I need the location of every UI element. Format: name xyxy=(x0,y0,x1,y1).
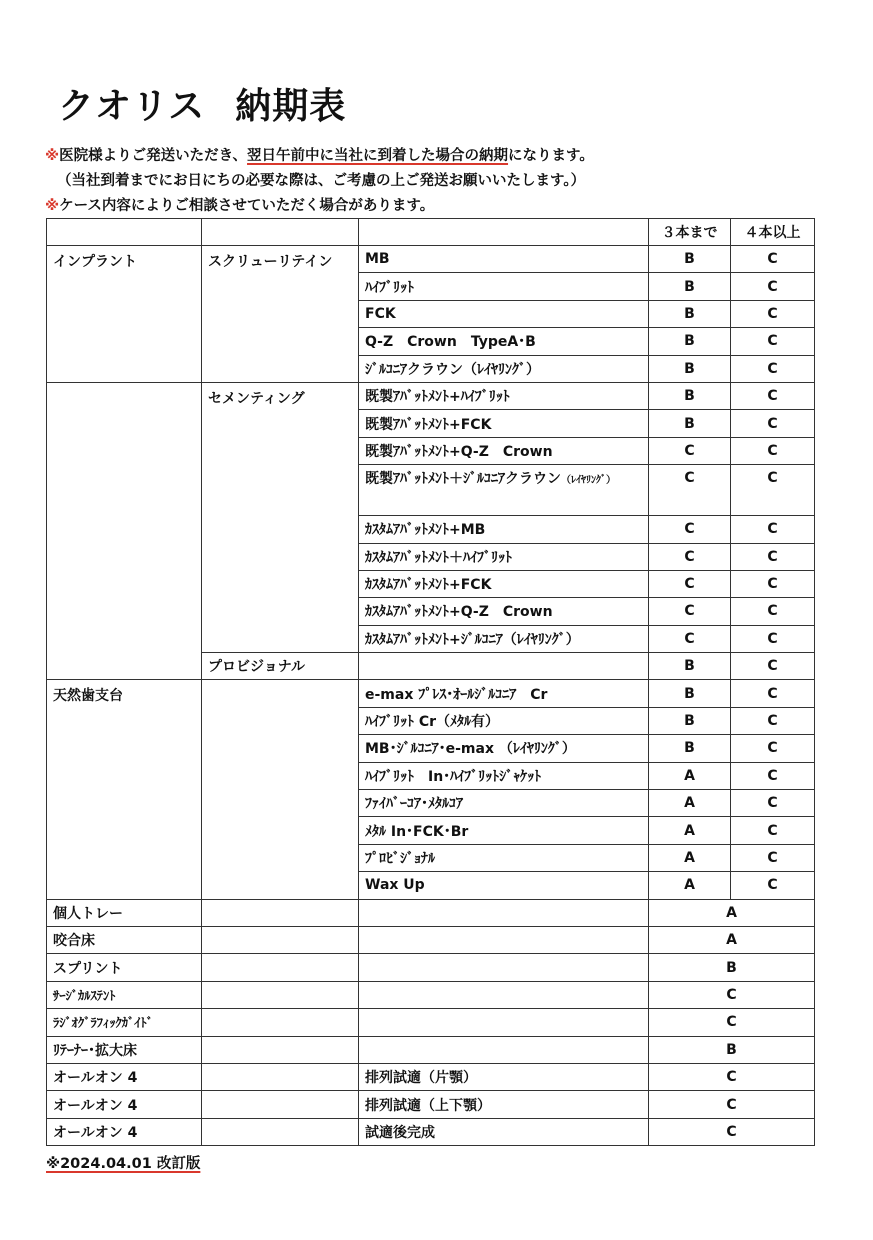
title-brand: クオリス xyxy=(58,86,206,127)
value-upto3: A xyxy=(649,790,731,817)
table-row xyxy=(47,954,815,981)
revision-note: ※2024.04.01 改訂版 xyxy=(46,1156,201,1172)
other-detail xyxy=(359,926,649,953)
item-name: MB･ｼﾞﾙｺﾆｱ･e-max （ﾚｲﾔﾘﾝｸﾞ） xyxy=(359,735,649,762)
table-row xyxy=(47,246,815,273)
value-4plus: C xyxy=(731,355,815,382)
other-label: オールオン 4 xyxy=(47,1063,202,1090)
value-4plus: C xyxy=(731,543,815,570)
table-row xyxy=(47,1063,815,1090)
item-name: 既製ｱﾊﾞｯﾄﾒﾝﾄ+ﾊｲﾌﾞﾘｯﾄ xyxy=(359,382,649,409)
value-4plus: C xyxy=(731,410,815,437)
value-upto3: C xyxy=(649,598,731,625)
table-row xyxy=(47,1118,815,1145)
value-4plus: C xyxy=(731,707,815,734)
item-name: Wax Up xyxy=(359,872,649,899)
value-4plus: C xyxy=(731,273,815,300)
item-name: ｶｽﾀﾑｱﾊﾞｯﾄﾒﾝﾄ+ｼﾞﾙｺﾆｱ（ﾚｲﾔﾘﾝｸﾞ） xyxy=(359,625,649,652)
item-name: ｶｽﾀﾑｱﾊﾞｯﾄﾒﾝﾄ＋ﾊｲﾌﾞﾘｯﾄ xyxy=(359,543,649,570)
value-upto3: C xyxy=(649,625,731,652)
value-upto3: A xyxy=(649,817,731,844)
other-value: B xyxy=(649,954,815,981)
value-4plus: C xyxy=(731,300,815,327)
value-upto3: A xyxy=(649,762,731,789)
value-upto3: B xyxy=(649,735,731,762)
value-upto3: B xyxy=(649,300,731,327)
value-upto3: C xyxy=(649,465,731,516)
other-detail xyxy=(359,1009,649,1036)
value-4plus: C xyxy=(731,437,815,464)
item-name: ﾌｧｲﾊﾞｰｺｱ･ﾒﾀﾙｺｱ xyxy=(359,790,649,817)
value-4plus: C xyxy=(731,465,815,516)
value-upto3: C xyxy=(649,543,731,570)
header-row xyxy=(47,219,815,246)
note-2: （当社到着までにお日にちの必要な際は、ご考慮の上ご発送お願いいたします。） xyxy=(57,173,586,189)
value-4plus: C xyxy=(731,598,815,625)
other-label: ｻｰｼﾞｶﾙｽﾃﾝﾄ xyxy=(47,981,202,1008)
other-detail xyxy=(359,899,649,926)
other-detail xyxy=(359,1036,649,1063)
value-4plus: C xyxy=(731,625,815,652)
other-detail: 試適後完成 xyxy=(359,1118,649,1145)
other-value: A xyxy=(649,926,815,953)
note-mark: ※ xyxy=(45,198,60,214)
note-mark: ※ xyxy=(45,148,60,164)
title-main: 納期表 xyxy=(235,86,347,127)
value-4plus: C xyxy=(731,735,815,762)
other-label: ﾗｼﾞｵｸﾞﾗﾌｨｯｸｶﾞｲﾄﾞ xyxy=(47,1009,202,1036)
value-upto3: A xyxy=(649,872,731,899)
header-upto3: ３本まで xyxy=(649,219,731,246)
value-upto3: B xyxy=(649,680,731,707)
other-label: オールオン 4 xyxy=(47,1118,202,1145)
value-4plus: C xyxy=(731,246,815,273)
item-name: 既製ｱﾊﾞｯﾄﾒﾝﾄ＋ｼﾞﾙｺﾆｱクラウン（ﾚｲﾔﾘﾝｸﾞ） xyxy=(359,465,649,516)
header-4plus: ４本以上 xyxy=(731,219,815,246)
other-label: 個人トレー xyxy=(47,899,202,926)
value-upto3: B xyxy=(649,328,731,355)
value-upto3: B xyxy=(649,707,731,734)
item-name: ｶｽﾀﾑｱﾊﾞｯﾄﾒﾝﾄ+FCK xyxy=(359,570,649,597)
other-value: C xyxy=(649,1118,815,1145)
item-name: ﾌﾟﾛﾋﾞｼﾞｮﾅﾙ xyxy=(359,844,649,871)
other-detail: 排列試適（片顎） xyxy=(359,1063,649,1090)
item-name: Q-Z Crown TypeA･B xyxy=(359,328,649,355)
group-natural-abutment: 天然歯支台 xyxy=(47,680,202,899)
item-name: ｼﾞﾙｺﾆｱクラウン（ﾚｲﾔﾘﾝｸﾞ） xyxy=(359,355,649,382)
other-detail xyxy=(359,954,649,981)
note-emphasis: 翌日午前中に当社に到着した場合の納期 xyxy=(247,148,509,164)
value-4plus: C xyxy=(731,653,815,680)
other-value: C xyxy=(649,981,815,1008)
value-4plus: C xyxy=(731,328,815,355)
value-upto3: A xyxy=(649,844,731,871)
table-row xyxy=(47,680,815,707)
subgroup-screw-retain: スクリューリテイン xyxy=(202,246,359,383)
table-row xyxy=(47,1009,815,1036)
delivery-schedule-table xyxy=(46,218,815,1146)
note-3: ※ケース内容によりご相談させていただく場合があります。 xyxy=(45,198,435,214)
table-row xyxy=(47,1036,815,1063)
value-upto3: C xyxy=(649,570,731,597)
item-name: ﾊｲﾌﾞﾘｯﾄ xyxy=(359,273,649,300)
other-label: ﾘﾃｰﾅｰ･拡大床 xyxy=(47,1036,202,1063)
value-4plus: C xyxy=(731,790,815,817)
table-row xyxy=(47,899,815,926)
value-upto3: B xyxy=(649,246,731,273)
other-value: A xyxy=(649,899,815,926)
value-4plus: C xyxy=(731,570,815,597)
item-name: e-max ﾌﾟﾚｽ･ｵｰﾙｼﾞﾙｺﾆｱ Cr xyxy=(359,680,649,707)
group-implant: インプラント xyxy=(47,246,202,383)
table-row xyxy=(47,926,815,953)
value-4plus: C xyxy=(731,844,815,871)
value-upto3: B xyxy=(649,410,731,437)
value-upto3: B xyxy=(649,355,731,382)
value-4plus: C xyxy=(731,872,815,899)
table-row xyxy=(47,382,815,409)
item-name: ｶｽﾀﾑｱﾊﾞｯﾄﾒﾝﾄ+Q-Z Crown xyxy=(359,598,649,625)
value-4plus: C xyxy=(731,516,815,543)
value-4plus: C xyxy=(731,680,815,707)
value-upto3: B xyxy=(649,382,731,409)
note-1: ※医院様よりご発送いただき、翌日午前中に当社に到着した場合の納期になります。 xyxy=(45,148,594,164)
other-label: 咬合床 xyxy=(47,926,202,953)
page-title xyxy=(58,78,346,129)
value-upto3: C xyxy=(649,437,731,464)
item-name: FCK xyxy=(359,300,649,327)
table-row xyxy=(47,1091,815,1118)
item-name: ﾒﾀﾙ In･FCK･Br xyxy=(359,817,649,844)
other-label: スプリント xyxy=(47,954,202,981)
other-value: C xyxy=(649,1063,815,1090)
value-upto3: C xyxy=(649,516,731,543)
value-4plus: C xyxy=(731,762,815,789)
item-name: 既製ｱﾊﾞｯﾄﾒﾝﾄ+Q-Z Crown xyxy=(359,437,649,464)
other-value: C xyxy=(649,1091,815,1118)
subgroup-cementing: セメンティング xyxy=(202,382,359,652)
item-name: ﾊｲﾌﾞﾘｯﾄ In･ﾊｲﾌﾞﾘｯﾄｼﾞｬｹｯﾄ xyxy=(359,762,649,789)
value-4plus: C xyxy=(731,382,815,409)
notes xyxy=(45,144,594,219)
table-row xyxy=(47,981,815,1008)
value-upto3: B xyxy=(649,273,731,300)
value-upto3: B xyxy=(649,653,731,680)
other-value: B xyxy=(649,1036,815,1063)
other-label: オールオン 4 xyxy=(47,1091,202,1118)
subgroup-provisional: プロビジョナル xyxy=(202,653,359,680)
other-detail xyxy=(359,981,649,1008)
item-name: ﾊｲﾌﾞﾘｯﾄ Cr（ﾒﾀﾙ有） xyxy=(359,707,649,734)
item-name: 既製ｱﾊﾞｯﾄﾒﾝﾄ+FCK xyxy=(359,410,649,437)
other-detail: 排列試適（上下顎） xyxy=(359,1091,649,1118)
item-name: MB xyxy=(359,246,649,273)
item-name: ｶｽﾀﾑｱﾊﾞｯﾄﾒﾝﾄ+MB xyxy=(359,516,649,543)
value-4plus: C xyxy=(731,817,815,844)
other-value: C xyxy=(649,1009,815,1036)
